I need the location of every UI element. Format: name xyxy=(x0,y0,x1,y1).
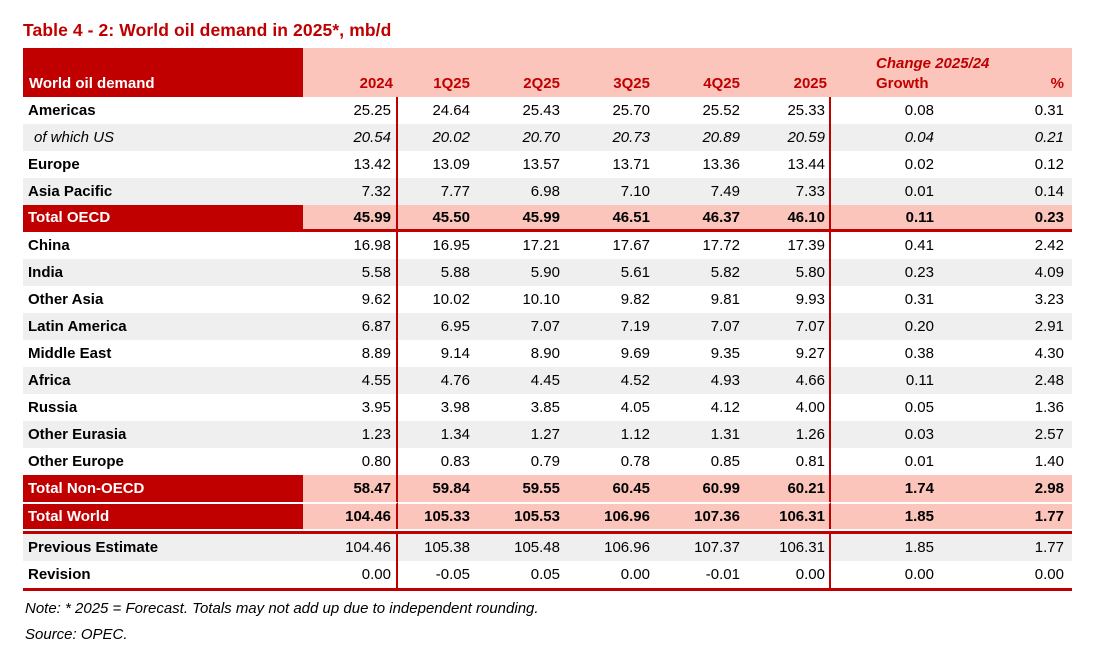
cell: 1.77 xyxy=(956,502,1072,529)
row-label: Total OECD xyxy=(23,205,303,232)
cell: 5.80 xyxy=(758,259,831,286)
cell: 17.67 xyxy=(578,232,668,259)
cell: 4.09 xyxy=(956,259,1072,286)
table-row xyxy=(23,367,1072,394)
cell: 0.83 xyxy=(398,448,488,475)
cell: 105.33 xyxy=(398,502,488,529)
cell: 9.27 xyxy=(758,340,831,367)
cell: 20.73 xyxy=(578,124,668,151)
header-row xyxy=(23,48,1072,97)
cell: 7.32 xyxy=(303,178,398,205)
table-row xyxy=(23,205,1072,232)
cell: 1.12 xyxy=(578,421,668,448)
row-label: Other Asia xyxy=(23,286,303,313)
cell: 2.57 xyxy=(956,421,1072,448)
cell: 7.33 xyxy=(758,178,831,205)
cell: 0.41 xyxy=(831,232,956,259)
cell: 24.64 xyxy=(398,97,488,124)
corner-header: World oil demand xyxy=(23,48,303,97)
row-label: Total World xyxy=(23,502,303,529)
growth-header: Growth xyxy=(876,75,929,92)
cell: 3.95 xyxy=(303,394,398,421)
row-label: Revision xyxy=(23,561,303,588)
cell: 13.09 xyxy=(398,151,488,178)
cell: 20.02 xyxy=(398,124,488,151)
cell: 4.52 xyxy=(578,367,668,394)
row-label: Europe xyxy=(23,151,303,178)
footer-body xyxy=(23,534,1072,588)
row-label: Africa xyxy=(23,367,303,394)
cell: 1.74 xyxy=(831,475,956,502)
cell: 0.04 xyxy=(831,124,956,151)
cell: 9.62 xyxy=(303,286,398,313)
cell: 0.23 xyxy=(956,205,1072,232)
cell: 45.99 xyxy=(488,205,578,232)
cell: 0.01 xyxy=(831,178,956,205)
cell: -0.01 xyxy=(668,561,758,588)
cell: 1.85 xyxy=(831,502,956,529)
cell: 0.31 xyxy=(956,97,1072,124)
table-row xyxy=(23,259,1072,286)
row-label: India xyxy=(23,259,303,286)
cell: 0.38 xyxy=(831,340,956,367)
cell: 9.93 xyxy=(758,286,831,313)
col-header-4q25: 4Q25 xyxy=(668,48,758,97)
row-label: Other Eurasia xyxy=(23,421,303,448)
cell: 5.61 xyxy=(578,259,668,286)
cell: 25.70 xyxy=(578,97,668,124)
cell: 1.34 xyxy=(398,421,488,448)
cell: 0.31 xyxy=(831,286,956,313)
col-header-1q25: 1Q25 xyxy=(398,48,488,97)
cell: 46.37 xyxy=(668,205,758,232)
cell: 59.55 xyxy=(488,475,578,502)
cell: 7.49 xyxy=(668,178,758,205)
cell: 58.47 xyxy=(303,475,398,502)
table-row xyxy=(23,232,1072,259)
cell: 8.90 xyxy=(488,340,578,367)
cell: 17.21 xyxy=(488,232,578,259)
cell: 0.01 xyxy=(831,448,956,475)
row-label: Previous Estimate xyxy=(23,534,303,561)
cell: 10.02 xyxy=(398,286,488,313)
cell: 46.51 xyxy=(578,205,668,232)
row-label: Total Non-OECD xyxy=(23,475,303,502)
cell: 1.77 xyxy=(956,534,1072,561)
cell: 3.85 xyxy=(488,394,578,421)
change-header-title: Change 2025/24 xyxy=(876,55,990,72)
cell: 0.20 xyxy=(831,313,956,340)
cell: 106.96 xyxy=(578,502,668,529)
table-row xyxy=(23,534,1072,561)
cell: 5.82 xyxy=(668,259,758,286)
cell: 0.08 xyxy=(831,97,956,124)
table-title: Table 4 - 2: World oil demand in 2025*, mb/d xyxy=(23,20,392,40)
cell: 4.30 xyxy=(956,340,1072,367)
cell: 4.76 xyxy=(398,367,488,394)
table-row xyxy=(23,97,1072,124)
cell: 46.10 xyxy=(758,205,831,232)
percent-header: % xyxy=(1050,75,1064,92)
cell: 4.55 xyxy=(303,367,398,394)
cell: 1.31 xyxy=(668,421,758,448)
cell: 25.43 xyxy=(488,97,578,124)
cell: 6.98 xyxy=(488,178,578,205)
table-row xyxy=(23,178,1072,205)
cell: 2.42 xyxy=(956,232,1072,259)
col-header-3q25: 3Q25 xyxy=(578,48,668,97)
table-row xyxy=(23,151,1072,178)
row-label: Middle East xyxy=(23,340,303,367)
table-row xyxy=(23,124,1072,151)
table-row xyxy=(23,340,1072,367)
cell: 1.40 xyxy=(956,448,1072,475)
row-label: Latin America xyxy=(23,313,303,340)
cell: 6.95 xyxy=(398,313,488,340)
cell: 45.50 xyxy=(398,205,488,232)
cell: 16.95 xyxy=(398,232,488,259)
cell: 1.36 xyxy=(956,394,1072,421)
cell: 7.07 xyxy=(488,313,578,340)
cell: 0.00 xyxy=(578,561,668,588)
cell: 5.90 xyxy=(488,259,578,286)
cell: 13.36 xyxy=(668,151,758,178)
table-body xyxy=(23,97,1072,529)
cell: 13.71 xyxy=(578,151,668,178)
cell: 1.23 xyxy=(303,421,398,448)
cell: 2.91 xyxy=(956,313,1072,340)
cell: 2.48 xyxy=(956,367,1072,394)
cell: 4.66 xyxy=(758,367,831,394)
cell: 17.72 xyxy=(668,232,758,259)
row-label: China xyxy=(23,232,303,259)
cell: 6.87 xyxy=(303,313,398,340)
cell: 3.98 xyxy=(398,394,488,421)
cell: 7.10 xyxy=(578,178,668,205)
cell: 9.82 xyxy=(578,286,668,313)
cell: 60.21 xyxy=(758,475,831,502)
cell: 4.12 xyxy=(668,394,758,421)
cell: 5.58 xyxy=(303,259,398,286)
cell: 3.23 xyxy=(956,286,1072,313)
cell: 59.84 xyxy=(398,475,488,502)
cell: 0.05 xyxy=(488,561,578,588)
cell: 20.89 xyxy=(668,124,758,151)
cell: 105.53 xyxy=(488,502,578,529)
cell: 0.11 xyxy=(831,367,956,394)
cell: 107.37 xyxy=(668,534,758,561)
cell: 1.27 xyxy=(488,421,578,448)
cell: 25.52 xyxy=(668,97,758,124)
cell: -0.05 xyxy=(398,561,488,588)
cell: 9.69 xyxy=(578,340,668,367)
cell: 105.38 xyxy=(398,534,488,561)
cell: 17.39 xyxy=(758,232,831,259)
cell: 0.14 xyxy=(956,178,1072,205)
cell: 13.44 xyxy=(758,151,831,178)
table-row xyxy=(23,421,1072,448)
cell: 7.77 xyxy=(398,178,488,205)
cell: 45.99 xyxy=(303,205,398,232)
col-header-2024: 2024 xyxy=(303,48,398,97)
row-label: Asia Pacific xyxy=(23,178,303,205)
table-row xyxy=(23,475,1072,502)
cell: 0.81 xyxy=(758,448,831,475)
cell: 1.85 xyxy=(831,534,956,561)
cell: 25.33 xyxy=(758,97,831,124)
cell: 0.12 xyxy=(956,151,1072,178)
cell: 13.57 xyxy=(488,151,578,178)
cell: 4.00 xyxy=(758,394,831,421)
cell: 20.54 xyxy=(303,124,398,151)
cell: 0.85 xyxy=(668,448,758,475)
table-row xyxy=(23,502,1072,529)
cell: 4.05 xyxy=(578,394,668,421)
cell: 0.21 xyxy=(956,124,1072,151)
cell: 2.98 xyxy=(956,475,1072,502)
footnote: Note: * 2025 = Forecast. Totals may not add up due to independent rounding. xyxy=(25,600,539,617)
cell: 16.98 xyxy=(303,232,398,259)
cell: 9.14 xyxy=(398,340,488,367)
row-label: Americas xyxy=(23,97,303,124)
cell: 25.25 xyxy=(303,97,398,124)
cell: 107.36 xyxy=(668,502,758,529)
cell: 0.00 xyxy=(758,561,831,588)
col-header-2q25: 2Q25 xyxy=(488,48,578,97)
estimate-revision-table xyxy=(23,531,1072,591)
cell: 0.05 xyxy=(831,394,956,421)
cell: 0.03 xyxy=(831,421,956,448)
table-row xyxy=(23,313,1072,340)
cell: 20.59 xyxy=(758,124,831,151)
cell: 20.70 xyxy=(488,124,578,151)
cell: 5.88 xyxy=(398,259,488,286)
cell: 7.19 xyxy=(578,313,668,340)
cell: 0.00 xyxy=(831,561,956,588)
cell: 106.31 xyxy=(758,502,831,529)
cell: 9.35 xyxy=(668,340,758,367)
table-row xyxy=(23,286,1072,313)
cell: 106.31 xyxy=(758,534,831,561)
demand-table xyxy=(23,48,1072,529)
col-header-2025: 2025 xyxy=(758,48,831,97)
cell: 105.48 xyxy=(488,534,578,561)
table-row xyxy=(23,561,1072,588)
table-row xyxy=(23,448,1072,475)
cell: 9.81 xyxy=(668,286,758,313)
cell: 0.00 xyxy=(956,561,1072,588)
cell: 1.26 xyxy=(758,421,831,448)
cell: 0.00 xyxy=(303,561,398,588)
source-line: Source: OPEC. xyxy=(25,626,128,643)
change-header-group xyxy=(831,48,1072,97)
row-label: Russia xyxy=(23,394,303,421)
cell: 106.96 xyxy=(578,534,668,561)
cell: 0.79 xyxy=(488,448,578,475)
table-row xyxy=(23,394,1072,421)
cell: 60.45 xyxy=(578,475,668,502)
cell: 0.23 xyxy=(831,259,956,286)
cell: 7.07 xyxy=(668,313,758,340)
cell: 4.93 xyxy=(668,367,758,394)
cell: 0.78 xyxy=(578,448,668,475)
row-label: of which US xyxy=(23,124,303,151)
cell: 104.46 xyxy=(303,534,398,561)
row-label: Other Europe xyxy=(23,448,303,475)
cell: 13.42 xyxy=(303,151,398,178)
cell: 8.89 xyxy=(303,340,398,367)
cell: 0.80 xyxy=(303,448,398,475)
cell: 60.99 xyxy=(668,475,758,502)
cell: 0.11 xyxy=(831,205,956,232)
cell: 0.02 xyxy=(831,151,956,178)
cell: 4.45 xyxy=(488,367,578,394)
cell: 7.07 xyxy=(758,313,831,340)
cell: 104.46 xyxy=(303,502,398,529)
cell: 10.10 xyxy=(488,286,578,313)
